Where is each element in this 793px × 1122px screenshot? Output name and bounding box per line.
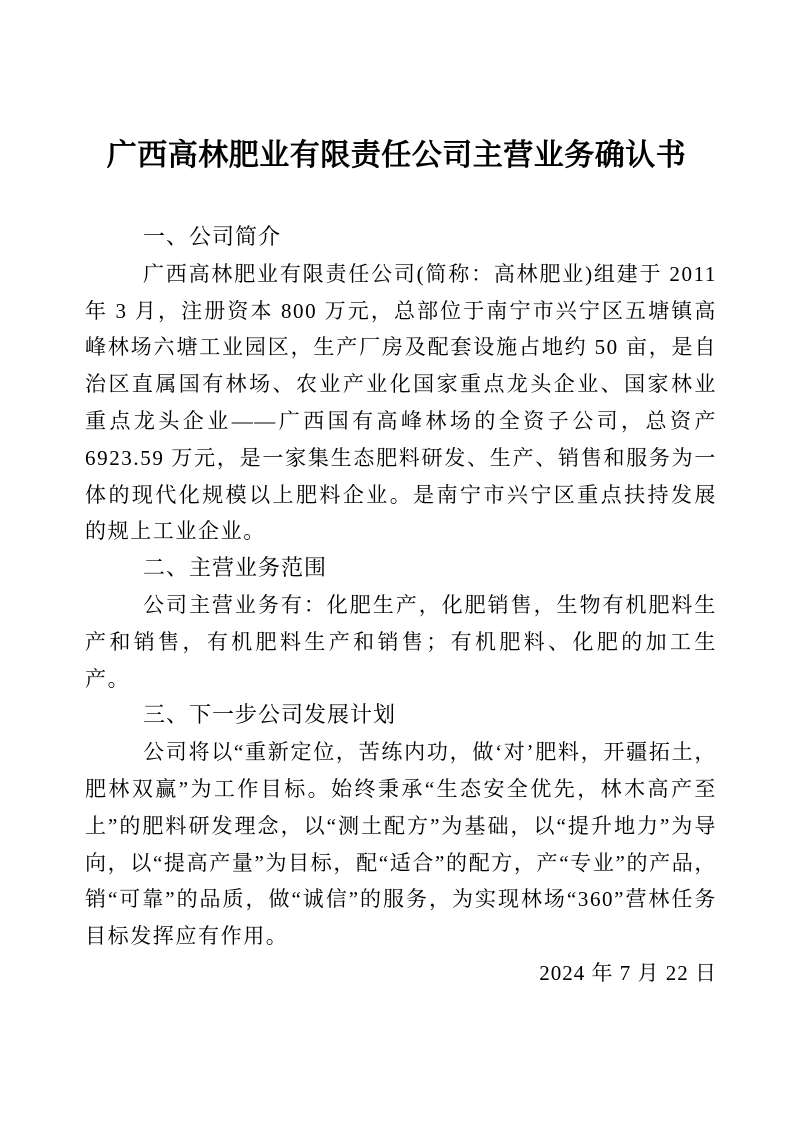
- document-date: 2024 年 7 月 22 日: [539, 960, 717, 985]
- section-heading-main-business-scope: 二、主营业务范围: [143, 555, 328, 581]
- section-heading-development-plan: 三、下一步公司发展计划: [143, 702, 397, 728]
- document-body: [85, 219, 717, 992]
- section-heading-company-profile: 一、公司简介: [143, 224, 282, 249]
- paragraph-development-plan: 公司将以“重新定位，苦练内功，做‘对’肥料，开疆拓土，肥林双赢”为工作目标。始终秉承“生态安全优先，林木高产至上”的肥料研发理念，以“测土配方”为基础，以“提升地力”为导向，以“提高产量”为目标，配“适合”的配方，产“专业”的产品，销“可靠”的品质，做“诚信”的服务，为实现林场“360”营林任务目标发挥应有作用。: [85, 740, 717, 949]
- document-title: 广西高林肥业有限责任公司主营业务确认书: [106, 139, 687, 172]
- paragraph-main-business-scope: 公司主营业务有：化肥生产，化肥销售，生物有机肥料生产和销售，有机肥料生产和销售；有机肥料、化肥的加工生产。: [85, 592, 717, 691]
- paragraph-company-profile: 广西高林肥业有限责任公司(简称：高林肥业)组建于 2011 年 3 月，注册资本 800 万元，总部位于南宁市兴宁区五塘镇高峰林场六塘工业园区，生产厂房及配套设施占地约 50 亩，是自治区直属国有林场、农业产业化国家重点龙头企业、国家林业重点龙头企业——广西国有高峰林场的全资子公司，总资产 6923.59 万元，是一家集生态肥料研发、生产、销售和服务为一体的现代化规模以上肥料企业。是南宁市兴宁区重点扶持发展的规上工业企业。: [85, 261, 717, 544]
